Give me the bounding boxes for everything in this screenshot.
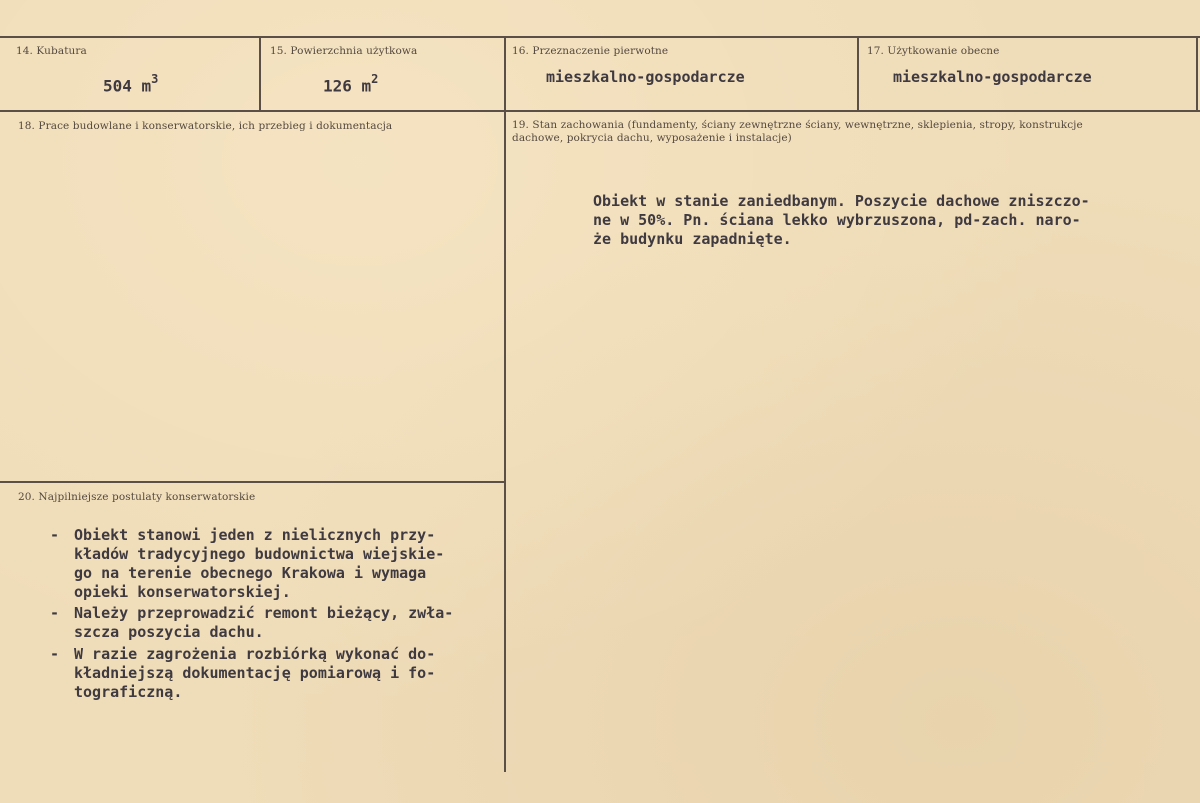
field-14-number: 504 m [103, 76, 152, 96]
field-15-exponent: 2 [371, 72, 379, 86]
postulate-3 [50, 645, 530, 705]
field-16-label: 16. Przeznaczenie pierwotne [512, 45, 669, 57]
field-20-label: 20. Najpilniejsze postulaty konserwatorskie [18, 491, 256, 503]
postulate-2-line-2: szcza poszycia dachu. [74, 623, 264, 641]
top-border [0, 36, 1200, 38]
postulate-1-line-1: Obiekt stanowi jeden z nielicznych przy- [74, 526, 436, 544]
postulate-1-bullet: - [50, 526, 60, 544]
postulate-1 [50, 526, 530, 606]
postulate-3-line-2: kładniejszą dokumentację pomiarową i fo- [74, 664, 436, 682]
field-15-value [323, 74, 378, 95]
postulate-1-line-4: opieki konserwatorskiej. [74, 583, 291, 601]
field-18-label: 18. Prace budowlane i konserwatorskie, ich przebieg i dokumentacja [18, 120, 393, 132]
postulate-3-line-1: W razie zagrożenia rozbiórką wykonać do- [74, 645, 436, 663]
field-14-exponent: 3 [151, 72, 159, 86]
field-19-line-3: że budynku zapadnięte. [593, 230, 792, 248]
postulate-1-line-3: go na terenie obecnego Krakowa i wymaga [74, 564, 427, 582]
postulate-3-line-3: tograficzną. [74, 683, 183, 701]
field-14-value [103, 74, 158, 95]
field-16-value: mieszkalno-gospodarcze [546, 68, 745, 86]
postulate-2-text [74, 604, 524, 642]
field-19-line-1: Obiekt w stanie zaniedbanym. Poszycie dachowe zniszczo- [593, 192, 1090, 210]
field-19-line-2: ne w 50%. Pn. ściana lekko wybrzuszona, pd-zach. naro- [593, 211, 1081, 229]
box18-bottom-border [0, 481, 504, 483]
postulate-1-line-2: kładów tradycyjnego budownictwa wiejskie- [74, 545, 445, 563]
postulate-3-text [74, 645, 524, 702]
col-divider-1 [259, 36, 261, 112]
right-border [1196, 36, 1198, 112]
field-15-number: 126 m [323, 76, 372, 96]
postulate-2-line-1: Należy przeprowadzić remont bieżący, zwła- [74, 604, 454, 622]
field-19-label: 19. Stan zachowania (fundamenty, ściany zewnętrzne ściany, wewnętrzne, sklepienia, stropy, konstrukcje dachowe, pokrycia dachu, wyposażenie i instalacje) [512, 119, 1083, 144]
col-divider-3 [857, 36, 859, 112]
row1-bottom-border [0, 110, 1200, 112]
field-17-label: 17. Użytkowanie obecne [867, 45, 1000, 57]
field-17-value: mieszkalno-gospodarcze [893, 68, 1092, 86]
postulate-3-bullet: - [50, 645, 60, 663]
postulate-1-text [74, 526, 524, 602]
field-15-label: 15. Powierzchnia użytkowa [270, 45, 418, 57]
field-19-text [593, 192, 1090, 249]
postulate-2-bullet: - [50, 604, 60, 622]
postulate-2 [50, 604, 530, 644]
field-14-label: 14. Kubatura [16, 45, 87, 57]
